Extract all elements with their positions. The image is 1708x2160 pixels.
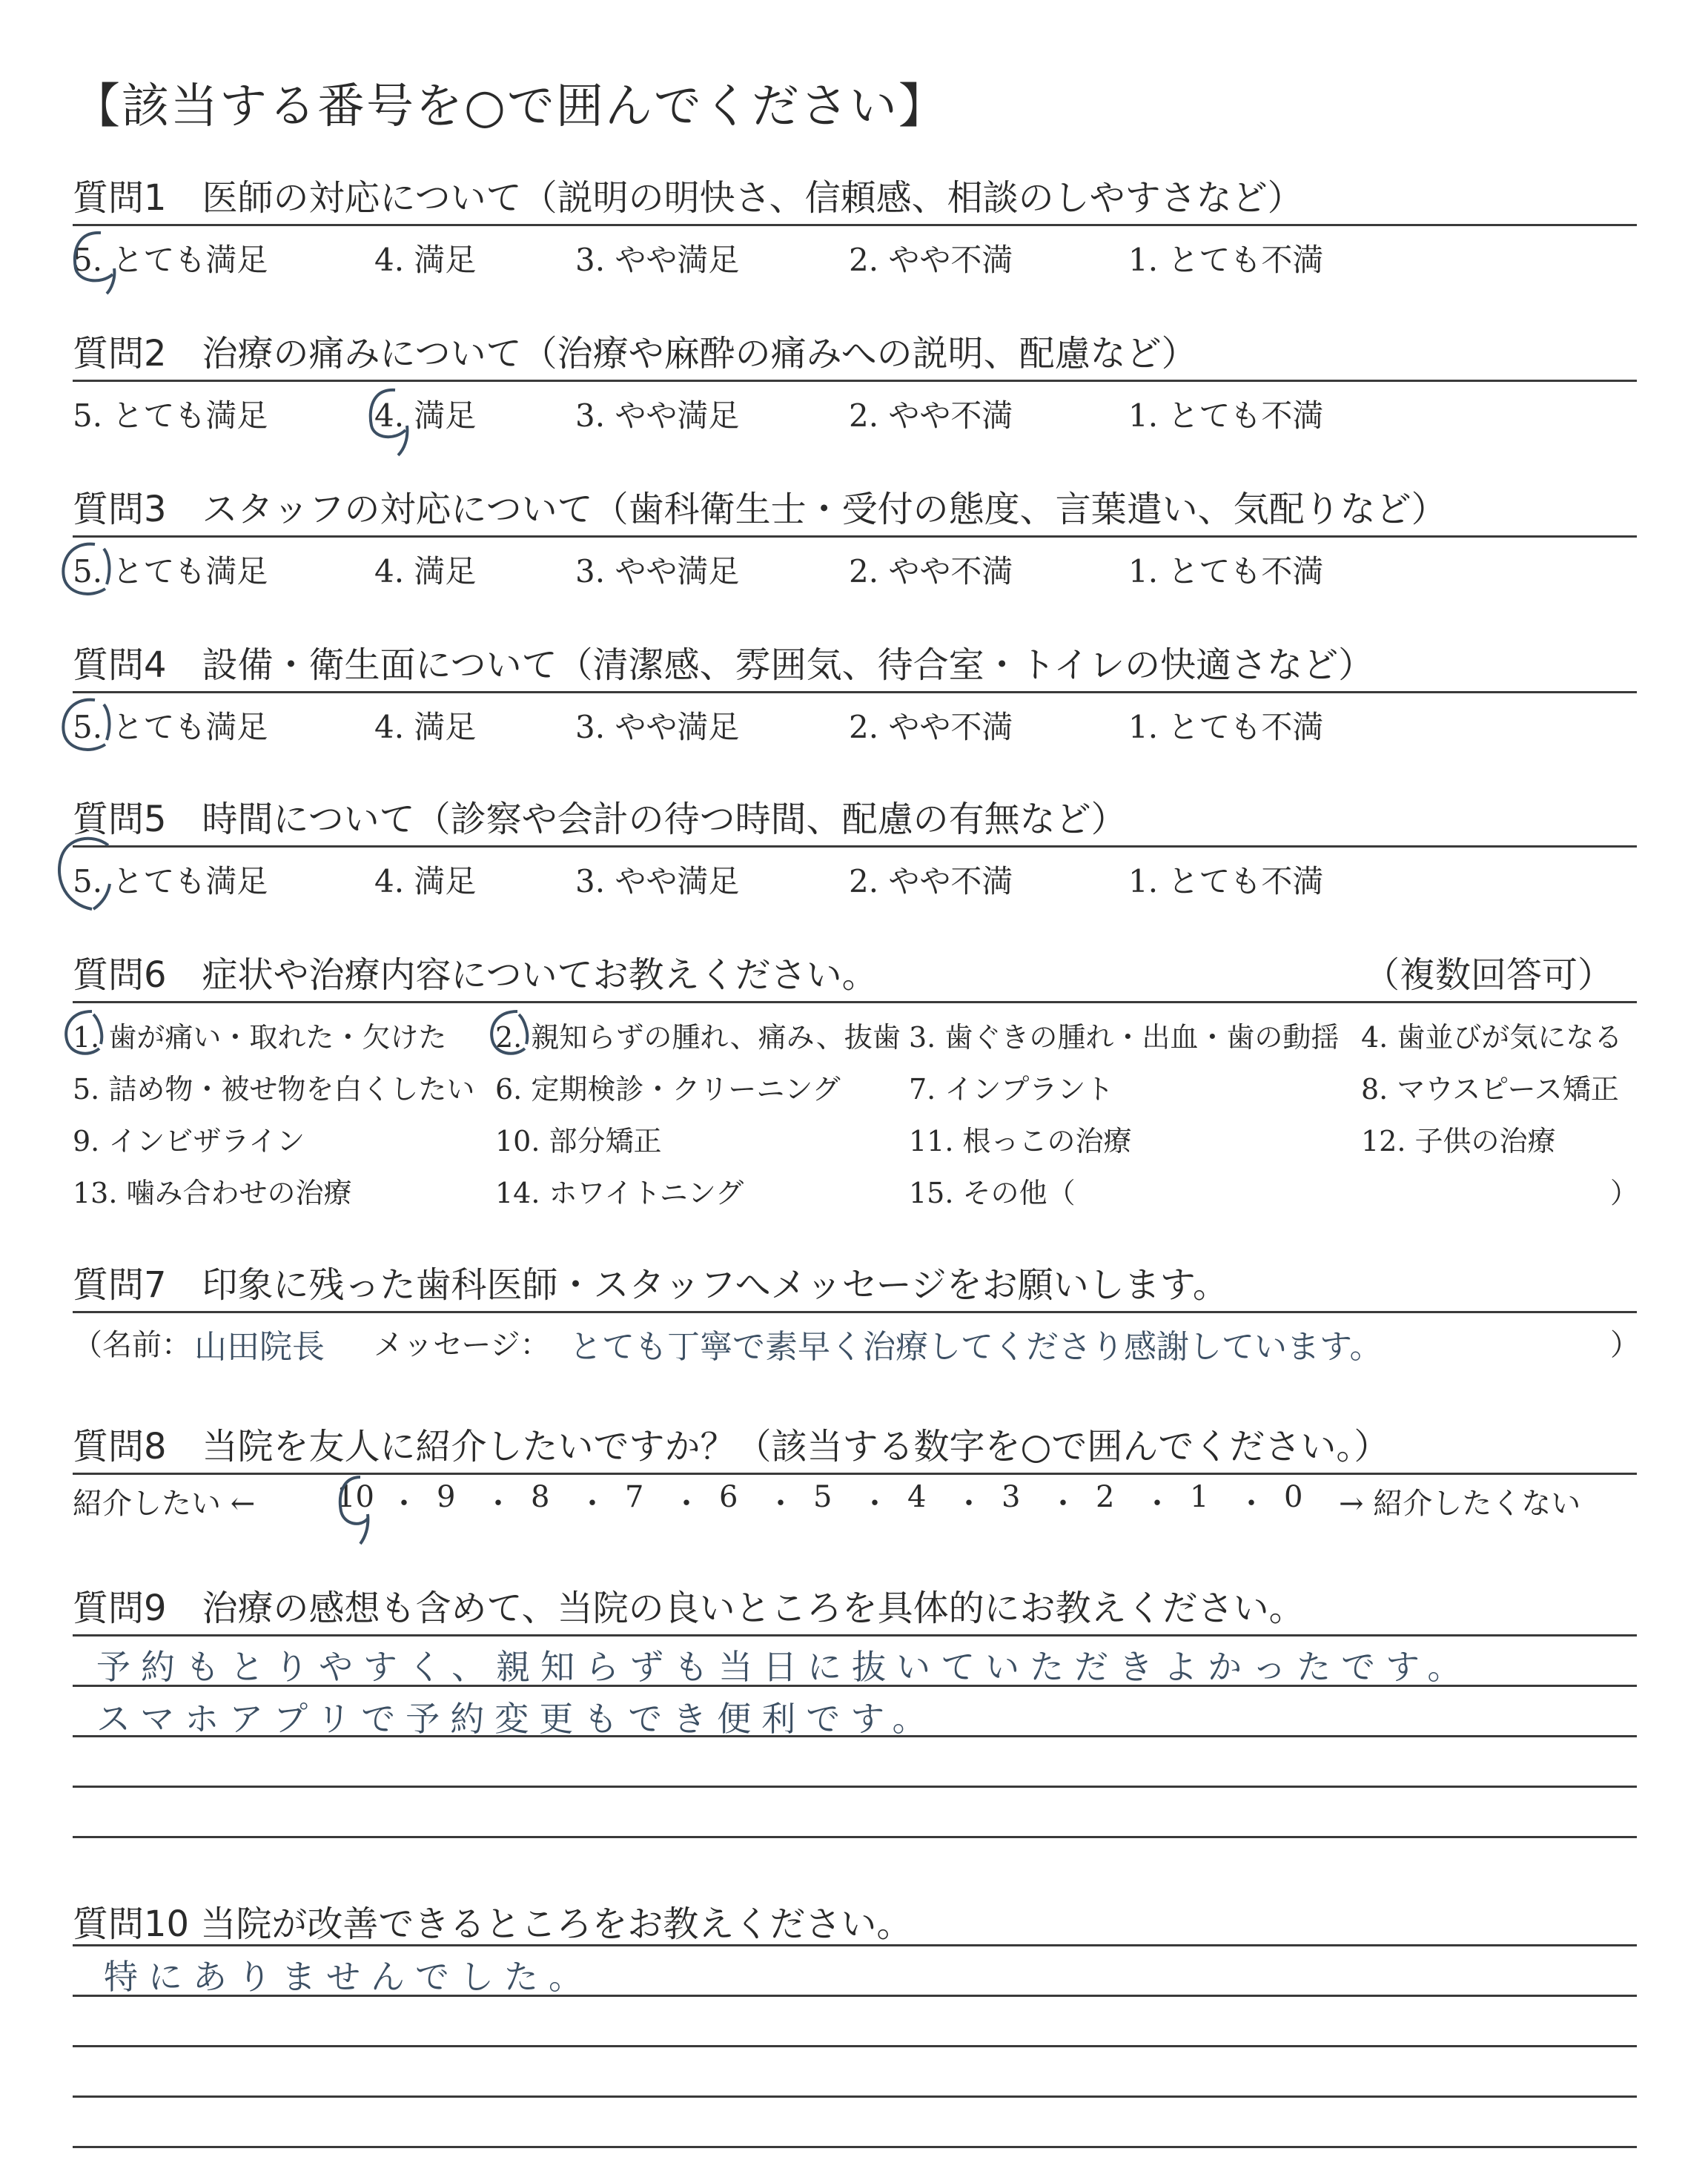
- q10-line-1: [73, 1944, 1637, 1946]
- q10-line-5: [73, 2146, 1637, 2148]
- question-2-title: 質問2 治療の痛みについて（治療や麻酔の痛みへの説明、配慮など）: [73, 333, 1197, 374]
- q8-scale-1[interactable]: 1: [1190, 1480, 1209, 1514]
- q7-close: ）: [1610, 1328, 1640, 1362]
- q8-scale-3[interactable]: 3: [1002, 1480, 1021, 1514]
- q10-line-4: [73, 2095, 1637, 2098]
- q6-option-10[interactable]: 10. 部分矯正: [495, 1125, 662, 1157]
- q5-option-2[interactable]: 2. やや不満: [849, 863, 1013, 899]
- question-6-note: （複数回答可）: [1364, 954, 1614, 996]
- q6-option-5[interactable]: 5. 詰め物・被せ物を白くしたい: [73, 1073, 475, 1106]
- q9-line-5: [73, 1836, 1637, 1838]
- q6-option-11[interactable]: 11. 根っこの治療: [909, 1125, 1132, 1157]
- q1-option-5[interactable]: 5. とても満足: [73, 242, 268, 278]
- q4-option-1[interactable]: 1. とても不満: [1128, 709, 1324, 745]
- q5-option-4[interactable]: 4. 満足: [374, 863, 477, 899]
- question-4-title: 質問4 設備・衛生面について（清潔感、雰囲気、待合室・トイレの快適さなど）: [73, 644, 1374, 686]
- q7-message-label: メッセージ：: [374, 1328, 550, 1362]
- q8-scale-separator: ・: [1142, 1487, 1172, 1521]
- q2-option-5[interactable]: 5. とても満足: [73, 397, 268, 434]
- q8-scale-separator: ・: [860, 1487, 890, 1521]
- q5-option-3[interactable]: 3. やや満足: [575, 863, 740, 899]
- q8-scale-6[interactable]: 6: [719, 1480, 738, 1514]
- q2-option-3[interactable]: 3. やや満足: [575, 397, 740, 434]
- q6-option-13[interactable]: 13. 噛み合わせの治療: [73, 1177, 352, 1209]
- q4-option-4[interactable]: 4. 満足: [374, 709, 477, 745]
- q8-right-label: → 紹介したくない: [1339, 1487, 1581, 1521]
- q6-option-8[interactable]: 8. マウスピース矯正: [1361, 1073, 1619, 1106]
- q6-option-14[interactable]: 14. ホワイトニング: [495, 1177, 744, 1209]
- q6-option-7[interactable]: 7. インプラント: [909, 1073, 1114, 1106]
- q8-scale-separator: ・: [672, 1487, 701, 1521]
- question-6-rule: [73, 1001, 1637, 1003]
- page-header: 【該当する番号を○で囲んでください】: [73, 79, 947, 134]
- question-2-rule: [73, 380, 1637, 382]
- q5-option-5[interactable]: 5. とても満足: [73, 863, 268, 899]
- question-3-rule: [73, 535, 1637, 538]
- q8-scale-7[interactable]: 7: [625, 1480, 644, 1514]
- q4-option-5[interactable]: 5. とても満足: [73, 709, 268, 745]
- q2-option-2[interactable]: 2. やや不満: [849, 397, 1013, 434]
- q6-option-12[interactable]: 12. 子供の治療: [1361, 1125, 1556, 1157]
- q5-option-1[interactable]: 1. とても不満: [1128, 863, 1324, 899]
- q8-scale-separator: ・: [483, 1487, 513, 1521]
- question-10-title: 質問10 当院が改善できるところをお教えください。: [73, 1903, 913, 1945]
- q6-option-2[interactable]: 2. 親知らずの腫れ、痛み、抜歯: [495, 1021, 901, 1054]
- q9-line-4: [73, 1786, 1637, 1788]
- q8-scale-8[interactable]: 8: [531, 1480, 550, 1514]
- q8-scale-separator: ・: [1048, 1487, 1078, 1521]
- q6-option-1[interactable]: 1. 歯が痛い・取れた・欠けた: [73, 1021, 447, 1054]
- question-7-title: 質問7 印象に残った歯科医師・スタッフへメッセージをお願いします。: [73, 1264, 1228, 1306]
- question-5-rule: [73, 845, 1637, 848]
- q8-scale-9[interactable]: 9: [437, 1480, 456, 1514]
- q8-left-label: 紹介したい ←: [73, 1487, 256, 1521]
- q3-option-1[interactable]: 1. とても不満: [1128, 553, 1324, 589]
- q6-option-15[interactable]: 15. その他（: [909, 1177, 1076, 1209]
- q8-scale-0[interactable]: 0: [1284, 1480, 1303, 1514]
- q4-option-2[interactable]: 2. やや不満: [849, 709, 1013, 745]
- q7-name-label: （名前：: [73, 1328, 191, 1362]
- question-7-rule: [73, 1311, 1637, 1313]
- question-8-title: 質問8 当院を友人に紹介したいですか？（該当する数字を○で囲んでください。）: [73, 1426, 1390, 1467]
- q8-scale-5[interactable]: 5: [813, 1480, 833, 1514]
- q6-option-4[interactable]: 4. 歯並びが気になる: [1361, 1021, 1623, 1054]
- q6-other-close: ）: [1610, 1177, 1639, 1209]
- q4-option-3[interactable]: 3. やや満足: [575, 709, 740, 745]
- question-1-rule: [73, 224, 1637, 226]
- q2-option-1[interactable]: 1. とても不満: [1128, 397, 1324, 434]
- question-6-title: 質問6 症状や治療内容についてお教えください。: [73, 954, 878, 996]
- q8-scale-separator: ・: [766, 1487, 795, 1521]
- q3-option-4[interactable]: 4. 満足: [374, 553, 477, 589]
- q1-option-4[interactable]: 4. 満足: [374, 242, 477, 278]
- q8-scale-separator: ・: [577, 1487, 607, 1521]
- question-8-rule: [73, 1473, 1637, 1475]
- question-4-rule: [73, 691, 1637, 693]
- q1-option-3[interactable]: 3. やや満足: [575, 242, 740, 278]
- q8-scale-separator: ・: [1237, 1487, 1266, 1521]
- question-9-title: 質問9 治療の感想も含めて、当院の良いところを具体的にお教えください。: [73, 1588, 1305, 1629]
- q8-scale-separator: ・: [954, 1487, 984, 1521]
- q1-option-2[interactable]: 2. やや不満: [849, 242, 1013, 278]
- q9-line-1: [73, 1634, 1637, 1636]
- q3-option-5[interactable]: 5. とても満足: [73, 553, 268, 589]
- q9-answer-line-2[interactable]: スマホアプリで予約変更もでき便利です。: [96, 1699, 937, 1739]
- q8-scale-10[interactable]: 10: [337, 1480, 374, 1514]
- q2-option-4[interactable]: 4. 満足: [374, 397, 477, 434]
- q3-option-2[interactable]: 2. やや不満: [849, 553, 1013, 589]
- q8-scale-separator: ・: [389, 1487, 419, 1521]
- q6-option-3[interactable]: 3. 歯ぐきの腫れ・出血・歯の動揺: [909, 1021, 1340, 1054]
- q6-option-6[interactable]: 6. 定期検診・クリーニング: [495, 1073, 841, 1106]
- q3-option-3[interactable]: 3. やや満足: [575, 553, 740, 589]
- question-1-title: 質問1 医師の対応について（説明の明快さ、信頼感、相談のしやすさなど）: [73, 177, 1303, 219]
- q8-scale-4[interactable]: 4: [907, 1480, 927, 1514]
- q1-option-1[interactable]: 1. とても不満: [1128, 242, 1324, 278]
- q6-option-9[interactable]: 9. インビザライン: [73, 1125, 305, 1157]
- q9-answer-line-1[interactable]: 予約もとりやすく、親知らずも当日に抜いていただきよかったです。: [96, 1647, 1472, 1687]
- q7-name-handwritten[interactable]: 山田院長: [194, 1328, 325, 1366]
- question-3-title: 質問3 スタッフの対応について（歯科衛生士・受付の態度、言葉遣い、気配りなど）: [73, 489, 1447, 530]
- q7-message-handwritten[interactable]: とても丁寧で素早く治療してくださり感謝しています。: [569, 1328, 1383, 1366]
- question-5-title: 質問5 時間について（診察や会計の待つ時間、配慮の有無など）: [73, 799, 1127, 840]
- q10-answer-line-1[interactable]: 特にありませんでした。: [104, 1957, 593, 1997]
- q10-line-3: [73, 2045, 1637, 2047]
- q8-scale-2[interactable]: 2: [1096, 1480, 1115, 1514]
